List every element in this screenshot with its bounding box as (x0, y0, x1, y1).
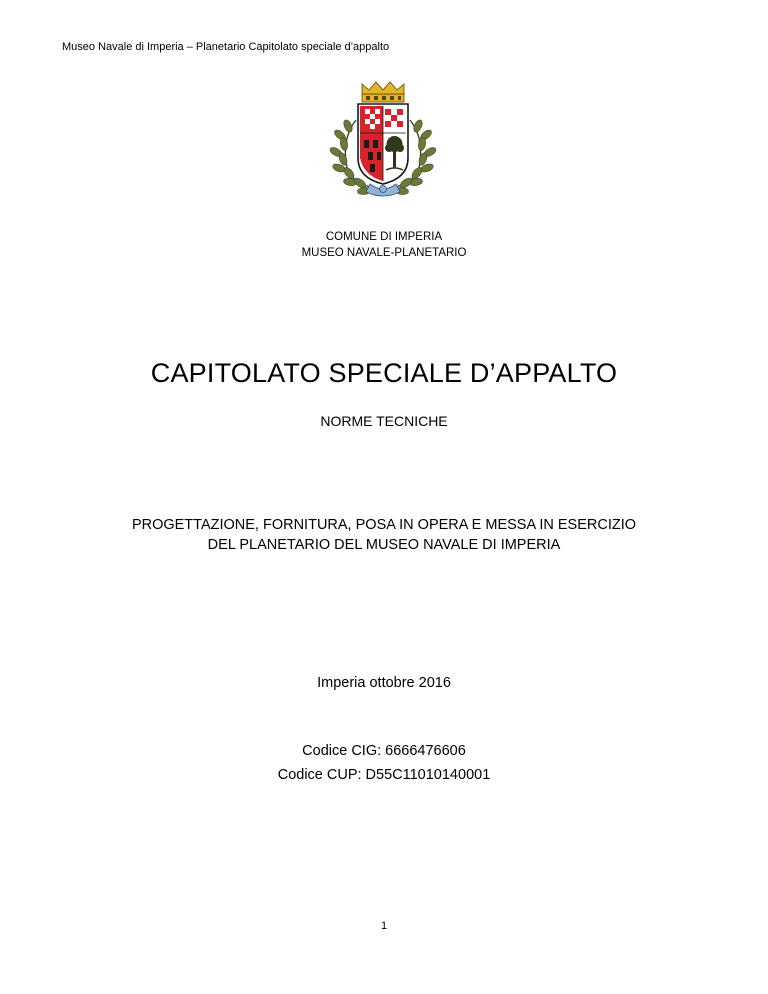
municipality-name: COMUNE DI IMPERIA (325, 231, 443, 243)
document-subtitle: NORME TECNICHE (320, 413, 448, 429)
project-line-2: DEL PLANETARIO DEL MUSEO NAVALE DI IMPERIA (207, 537, 561, 553)
document-date: Imperia ottobre 2016 (317, 675, 451, 691)
ribbon-icon (366, 184, 400, 196)
page-number: 1 (380, 920, 388, 932)
codes-block (0, 739, 768, 787)
crown-icon (362, 82, 404, 102)
shield-icon (358, 104, 408, 184)
project-description (0, 515, 768, 555)
document-title: CAPITOLATO SPECIALE D’APPALTO (150, 358, 618, 388)
museum-name: MUSEO NAVALE-PLANETARIO (301, 247, 467, 259)
running-header: Museo Navale di Imperia – Planetario Capitolato speciale d’appalto (62, 41, 390, 53)
organization-block (0, 229, 768, 261)
project-line-1: PROGETTAZIONE, FORNITURA, POSA IN OPERA E MESSA IN ESERCIZIO (131, 517, 637, 533)
coat-of-arms-icon (326, 80, 440, 200)
cup-code: Codice CUP: D55C11010140001 (277, 767, 491, 783)
cig-code: Codice CIG: 6666476606 (302, 743, 466, 759)
